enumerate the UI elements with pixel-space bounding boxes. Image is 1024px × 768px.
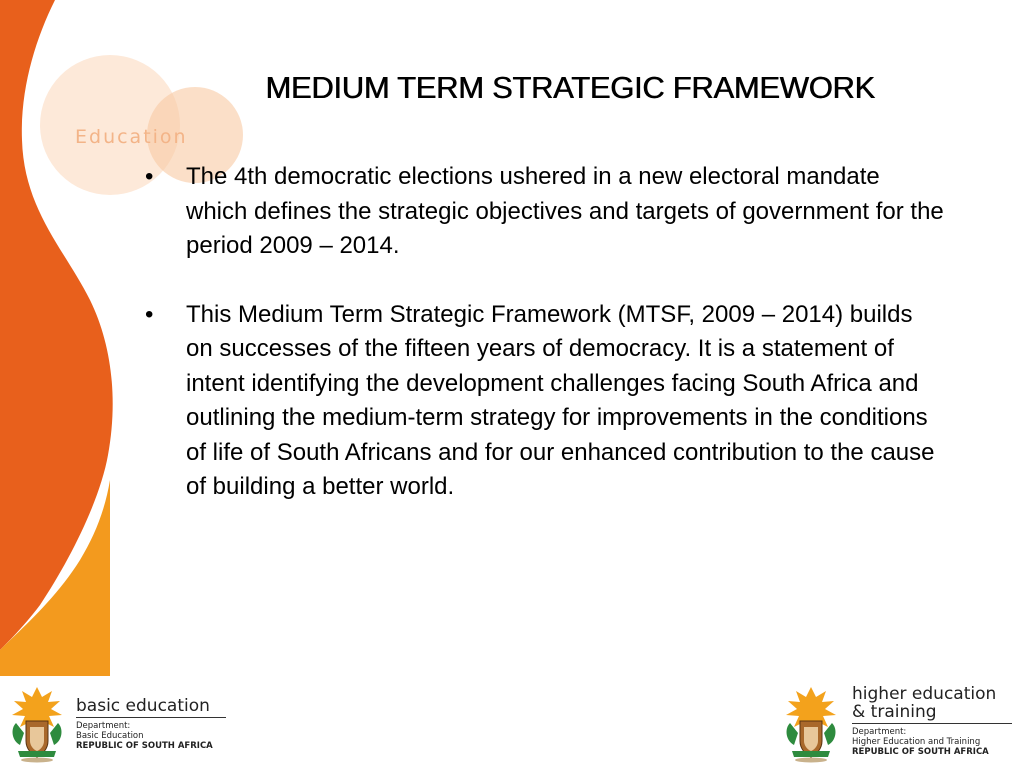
logo-divider	[852, 723, 1012, 724]
logo-department-name: Basic Education	[76, 731, 144, 741]
logo-department-name: Higher Education and Training	[852, 737, 981, 747]
bullet-marker: •	[145, 300, 154, 328]
logo-department-label: Department:	[852, 727, 907, 737]
education-watermark: Education	[75, 126, 188, 148]
basic-education-text	[76, 697, 226, 751]
coat-of-arms-icon	[780, 683, 842, 763]
higher-education-logo	[780, 683, 1015, 763]
bullet-list	[145, 160, 945, 539]
slide-title: MEDIUM TERM STRATEGIC FRAMEWORK	[265, 70, 875, 105]
coat-of-arms-icon	[6, 683, 68, 763]
logo-department-label: Department:	[76, 721, 131, 731]
logo-name-line1: higher education	[852, 684, 997, 704]
higher-education-text	[852, 685, 1012, 757]
bullet-item-2	[145, 298, 945, 505]
logo-name: basic education	[76, 696, 210, 716]
logo-divider	[76, 717, 226, 718]
bullet-text: The 4th democratic elections ushered in a new electoral mandate which defines the strategic objectives and targets of government for the period 2009 – 2014.	[186, 163, 944, 259]
basic-education-logo	[6, 683, 236, 763]
bullet-marker: •	[145, 163, 154, 190]
logo-country: REPUBLIC OF SOUTH AFRICA	[76, 741, 213, 751]
bullet-text: This Medium Term Strategic Framework (MTSF, 2009 – 2014) builds on successes of the fifteen years of democracy. It is a statement of intent identifying the development challenges facing South Africa and outlining the medium-term strategy for improvements in the conditions of life of South Africans and for our enhanced contribution to the cause of building a better world.	[186, 300, 935, 500]
bullet-item-1	[145, 160, 945, 264]
logo-name-line2: & training	[852, 702, 937, 722]
logo-country: REPUBLIC OF SOUTH AFRICA	[852, 747, 989, 757]
